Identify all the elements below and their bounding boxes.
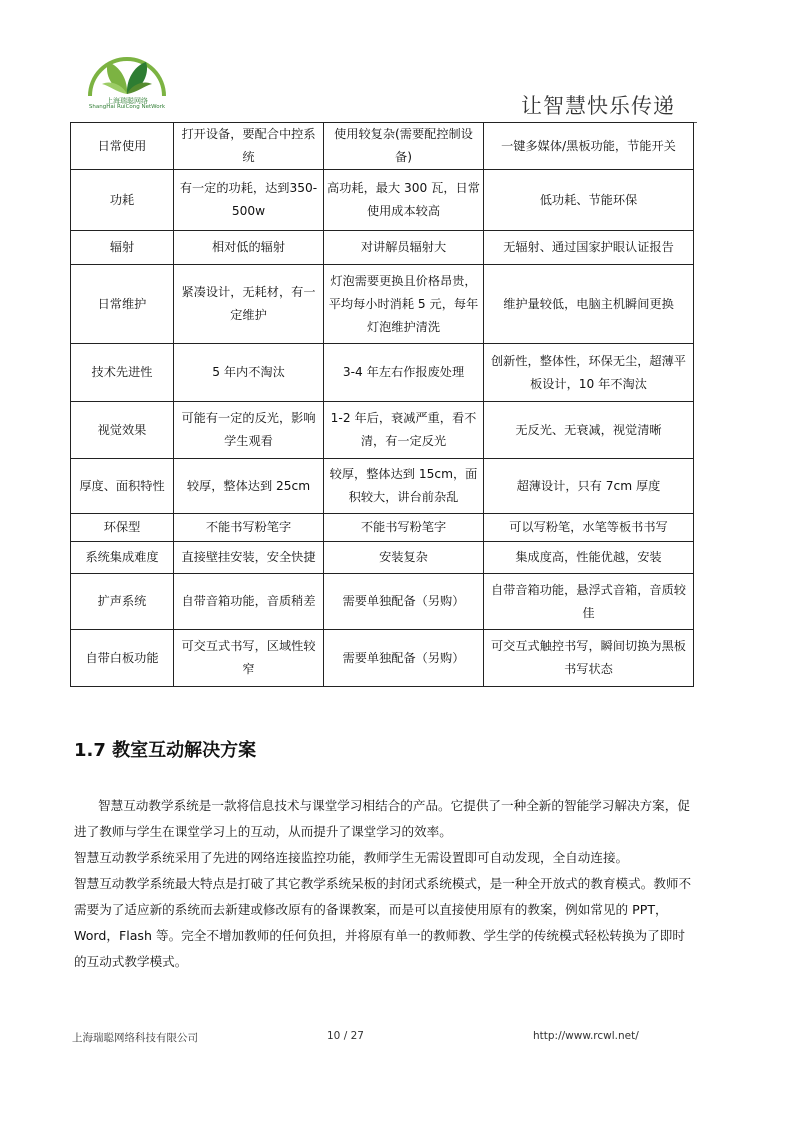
table-row: [71, 574, 694, 630]
table-cell: 安装复杂: [324, 542, 484, 574]
row-label: 系统集成难度: [71, 542, 174, 574]
table-cell: 5 年内不淘汰: [174, 344, 324, 402]
row-label: 环保型: [71, 514, 174, 542]
row-label: 自带白板功能: [71, 630, 174, 687]
table-cell: 集成度高，性能优越，安装: [484, 542, 694, 574]
table-row: [71, 123, 694, 170]
table-cell: 不能书写粉笔字: [174, 514, 324, 542]
body-paragraph: 智慧互动教学系统采用了先进的网络连接监控功能，教师学生无需设置即可自动发现，全自动连接。: [74, 850, 629, 865]
table-row: [71, 514, 694, 542]
table-cell: 打开设备，要配合中控系统: [174, 123, 324, 170]
table-cell: 超薄设计，只有 7cm 厚度: [484, 459, 694, 514]
table-cell: 不能书写粉笔字: [324, 514, 484, 542]
table-row: [71, 630, 694, 687]
row-label: 扩声系统: [71, 574, 174, 630]
table-cell: 可以写粉笔，水笔等板书书写: [484, 514, 694, 542]
table-cell: 创新性，整体性，环保无尘，超薄平板设计，10 年不淘汰: [484, 344, 694, 402]
row-label: 日常维护: [71, 265, 174, 344]
table-cell: 较厚，整体达到 25cm: [174, 459, 324, 514]
table-row: [71, 402, 694, 459]
footer-url[interactable]: http://www.rcwl.net/: [533, 1030, 639, 1042]
section-heading: 1.7 教室互动解决方案: [74, 740, 257, 761]
row-label: 功耗: [71, 170, 174, 231]
table-cell: 使用较复杂(需要配控制设备): [324, 123, 484, 170]
table-cell: 可交互式触控书写，瞬间切换为黑板书写状态: [484, 630, 694, 687]
table-cell: 对讲解员辐射大: [324, 231, 484, 265]
row-label: 技术先进性: [71, 344, 174, 402]
footer-page-number: 10 / 27: [327, 1030, 364, 1042]
table-cell: 低功耗、节能环保: [484, 170, 694, 231]
table-cell: 需要单独配备（另购）: [324, 574, 484, 630]
logo-chinese-name: 上海瑞聪网络: [106, 97, 148, 105]
leaf-logo-icon: [72, 52, 182, 102]
table-row: [71, 265, 694, 344]
table-cell: 可能有一定的反光，影响学生观看: [174, 402, 324, 459]
table-row: [71, 542, 694, 574]
table-cell: 无反光、无衰减，视觉清晰: [484, 402, 694, 459]
body-paragraph: 智慧互动教学系统最大特点是打破了其它教学系统呆板的封闭式系统模式，是一种全开放式的教育模式。教师不需要为了适应新的系统而去新建或修改原有的备课教案，而是可以直接使用原有的教案，例如常见的 PPT，Word，Flash 等。完全不增加教师的任何负担，并将原有单一的教师教、学生学的传统模式轻松转换为了即时的互动式教学模式。: [74, 876, 692, 969]
table-cell: 自带音箱功能，悬浮式音箱，音质较佳: [484, 574, 694, 630]
table-cell: 紧凑设计，无耗材，有一定维护: [174, 265, 324, 344]
table-cell: 维护量较低，电脑主机瞬间更换: [484, 265, 694, 344]
table-cell: 相对低的辐射: [174, 231, 324, 265]
table-row: [71, 344, 694, 402]
table-cell: 有一定的功耗，达到350-500w: [174, 170, 324, 231]
table-row: [71, 231, 694, 265]
row-label: 厚度、面积特性: [71, 459, 174, 514]
table-cell: 一键多媒体/黑板功能，节能开关: [484, 123, 694, 170]
table-cell: 3-4 年左右作报废处理: [324, 344, 484, 402]
row-label: 日常使用: [71, 123, 174, 170]
table-cell: 可交互式书写，区域性较窄: [174, 630, 324, 687]
table-cell: 灯泡需要更换且价格昂贵，平均每小时消耗 5 元，每年灯泡维护清洗: [324, 265, 484, 344]
row-label: 视觉效果: [71, 402, 174, 459]
body-paragraph: 智慧互动教学系统是一款将信息技术与课堂学习相结合的产品。它提供了一种全新的智能学习解决方案，促进了教师与学生在课堂学习上的互动，从而提升了课堂学习的效率。: [74, 798, 690, 839]
logo-english-name: ShangHai RuiCong NetWork: [88, 104, 166, 110]
footer-company: 上海瑞聪网络科技有限公司: [72, 1032, 198, 1044]
table-row: [71, 170, 694, 231]
table-cell: 较厚，整体达到 15cm，面积较大，讲台前杂乱: [324, 459, 484, 514]
table-row: [71, 459, 694, 514]
table-cell: 自带音箱功能，音质稍差: [174, 574, 324, 630]
comparison-table-body: [71, 123, 694, 687]
company-logo: [72, 52, 182, 118]
page-header: [72, 52, 697, 122]
table-cell: 直接壁挂安装，安全快捷: [174, 542, 324, 574]
header-slogan: 让智慧快乐传递: [521, 94, 675, 118]
table-cell: 1-2 年后，衰减严重，看不清，有一定反光: [324, 402, 484, 459]
comparison-table: [70, 122, 694, 687]
table-cell: 高功耗，最大 300 瓦，日常使用成本较高: [324, 170, 484, 231]
table-cell: 无辐射、通过国家护眼认证报告: [484, 231, 694, 265]
table-cell: 需要单独配备（另购）: [324, 630, 484, 687]
row-label: 辐射: [71, 231, 174, 265]
